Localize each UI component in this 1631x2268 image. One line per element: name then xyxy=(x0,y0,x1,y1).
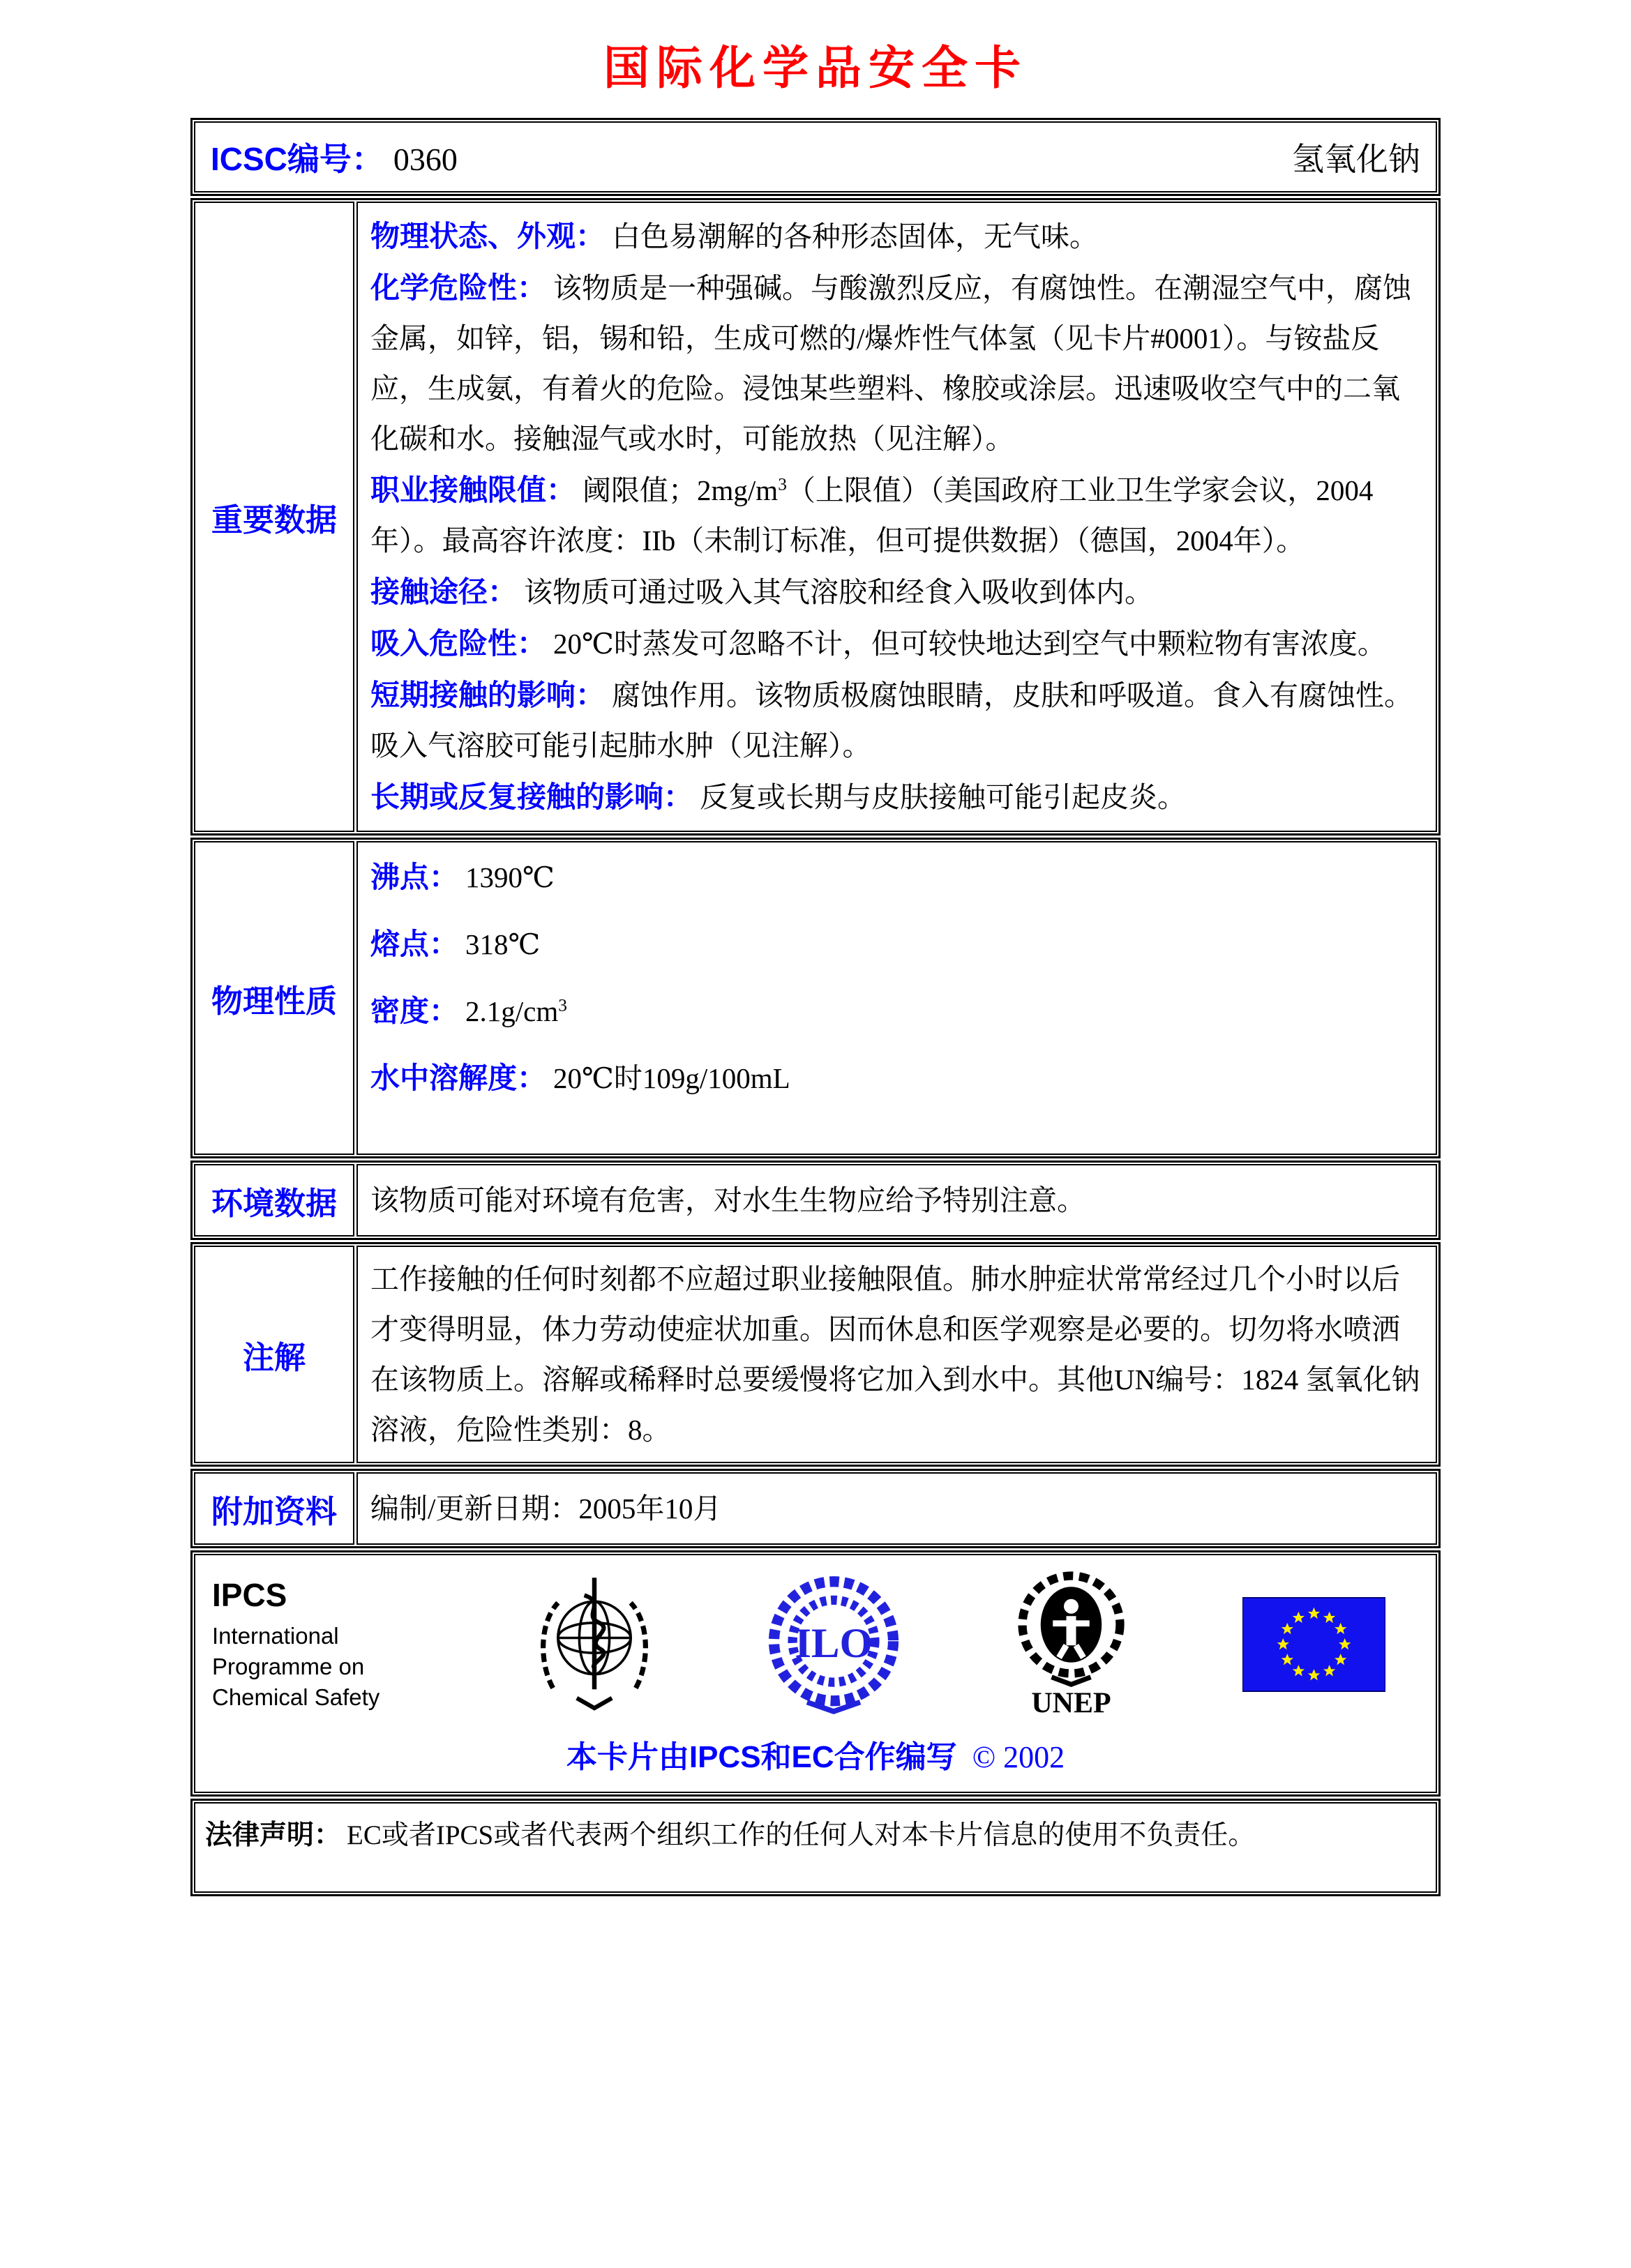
header-cell xyxy=(194,121,1437,192)
field-inhalation-risk xyxy=(370,619,1423,669)
row-physical-properties xyxy=(190,838,1441,1158)
legal-notice-label: 法律声明： xyxy=(205,1820,342,1850)
notes-content: 工作接触的任何时刻都不应超过职业接触限值。肺水肿症状常常经过几个小时以后才变得明显，体力劳动使症状加重。因而休息和医学观察是必要的。切勿将水喷洒在该物质上。溶解或稀释时总要缓慢将它加入到水中。其他UN编号：1824 氢氧化钠溶液，危险性类别：8。 xyxy=(356,1246,1437,1463)
copyright-text: © 2002 xyxy=(972,1740,1065,1774)
field-label: 化学危险性： xyxy=(370,271,547,304)
icsc-card-page xyxy=(0,31,1631,2268)
additional-info-label: 附加资料 xyxy=(194,1472,354,1545)
field-label: 密度： xyxy=(370,995,459,1027)
ilo-logo-icon xyxy=(767,1575,900,1714)
field-text: 腐蚀作用。该物质极腐蚀眼睛，皮肤和呼吸道。食入有腐蚀性。吸入气溶胶可能引起肺水肿（见注解）。 xyxy=(370,679,1413,762)
unep-logo-icon xyxy=(1010,1569,1132,1719)
field-label: 吸入危险性： xyxy=(370,627,547,660)
field-label: 长期或反复接触的影响： xyxy=(370,780,693,813)
page-title: 国际化学品安全卡 xyxy=(603,40,1028,95)
row-header xyxy=(190,118,1441,196)
field-physical-state-appearance xyxy=(370,211,1423,262)
physical-properties-label: 物理性质 xyxy=(194,841,354,1155)
superscript: 3 xyxy=(558,995,567,1015)
field-short-term-effects xyxy=(370,670,1423,771)
unep-wordmark: UNEP xyxy=(1031,1687,1111,1719)
row-notes xyxy=(190,1242,1441,1467)
chemical-name: 氢氧化钠 xyxy=(1292,142,1420,177)
field-text: 阈限值；2mg/m xyxy=(582,474,779,506)
field-label: 短期接触的影响： xyxy=(370,679,606,711)
field-routes-of-exposure xyxy=(370,567,1423,617)
eu-flag-icon xyxy=(1242,1597,1385,1692)
superscript: 3 xyxy=(778,474,787,494)
field-text: 1390℃ xyxy=(465,861,555,893)
icsc-number-group xyxy=(211,134,458,180)
legal-notice-cell xyxy=(194,1802,1437,1893)
field-label: 职业接触限值： xyxy=(370,474,576,506)
field-occupational-exposure-limits xyxy=(370,465,1423,566)
row-logos xyxy=(190,1550,1441,1797)
field-text: 20℃时109g/100mL xyxy=(553,1062,790,1094)
environmental-data-label: 环境数据 xyxy=(194,1164,354,1237)
row-important-data xyxy=(190,198,1441,836)
field-label: 接触途径： xyxy=(370,575,518,608)
field-label: 熔点： xyxy=(370,928,459,960)
field-density xyxy=(370,986,1423,1036)
field-text: 该物质可通过吸入其气溶胶和经食入吸收到体内。 xyxy=(524,576,1154,608)
cooperation-caption-text: 本卡片由IPCS和EC合作编写 xyxy=(566,1740,957,1774)
row-environmental-data xyxy=(190,1161,1441,1240)
logos-cell xyxy=(194,1554,1437,1793)
notes-label: 注解 xyxy=(194,1246,354,1463)
who-logo-icon xyxy=(532,1573,657,1716)
icsc-number-label: ICSC编号： xyxy=(211,141,384,177)
field-solubility-in-water xyxy=(370,1053,1423,1103)
field-long-term-effects xyxy=(370,772,1423,822)
logos-strip xyxy=(208,1565,1423,1719)
field-label: 物理状态、外观： xyxy=(370,220,606,252)
field-text: 20℃时蒸发可忽略不计，但可较快地达到空气中颗粒物有害浓度。 xyxy=(553,628,1386,660)
field-text: 318℃ xyxy=(465,928,541,960)
field-boiling-point xyxy=(370,852,1423,902)
environmental-data-content: 该物质可能对环境有危害，对水生生物应给予特别注意。 xyxy=(356,1164,1437,1237)
field-label: 水中溶解度： xyxy=(370,1061,547,1094)
ipcs-subtitle-line: Programme on xyxy=(212,1653,365,1679)
physical-properties-content xyxy=(356,841,1437,1155)
row-legal-notice xyxy=(190,1799,1441,1896)
ipcs-subtitle-line: International xyxy=(212,1622,339,1649)
field-text: 该物质是一种强碱。与酸激烈反应，有腐蚀性。在潮湿空气中，腐蚀金属，如锌，铝，锡和铅，生成可燃的/爆炸性气体氢（见卡片#0001）。与铵盐反应，生成氨，有着火的危险。浸蚀某些塑料、橡胶或涂层。迅速吸收空气中的二氧化碳和水。接触湿气或水时，可能放热（见注解）。 xyxy=(370,272,1412,455)
field-text: 白色易潮解的各种形态固体，无气味。 xyxy=(612,220,1099,252)
field-text: 反复或长期与皮肤接触可能引起皮炎。 xyxy=(700,781,1187,813)
cooperation-caption xyxy=(208,1732,1423,1776)
legal-notice-text: EC或者IPCS或者代表两个组织工作的任何人对本卡片信息的使用不负责任。 xyxy=(347,1820,1256,1850)
ipcs-text-block xyxy=(212,1576,421,1713)
ilo-monogram: ILO xyxy=(795,1619,873,1667)
ipcs-subtitle-line: Chemical Safety xyxy=(212,1684,380,1710)
row-additional-info xyxy=(190,1469,1441,1548)
important-data-label: 重要数据 xyxy=(194,202,354,832)
field-text: （上限值）（美国政府工业卫生学家会议，2004年）。最高容许浓度：IIb（未制订标准，但可提供数据）（德国，2004年）。 xyxy=(370,474,1374,557)
important-data-content xyxy=(356,202,1437,832)
field-melting-point xyxy=(370,919,1423,969)
field-text: 2.1g/cm xyxy=(465,995,559,1027)
icsc-number-value: 0360 xyxy=(393,142,458,177)
field-label: 沸点： xyxy=(370,861,459,893)
ipcs-title: IPCS xyxy=(212,1576,287,1613)
card-body xyxy=(190,118,1441,1896)
additional-info-content: 编制/更新日期：2005年10月 xyxy=(356,1472,1437,1545)
field-chemical-dangers xyxy=(370,263,1423,464)
